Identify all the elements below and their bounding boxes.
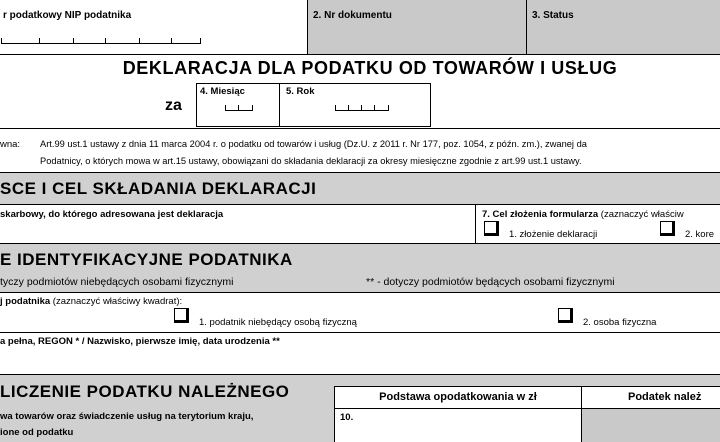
status-label: 3. Status [532,10,574,21]
section-b-band [0,243,720,293]
row-1-description-line-2: ione od podatku [0,427,74,438]
legal-basis-block [0,128,720,172]
tax-office-label: skarbowy, do którego adresowana jest deklaracja [0,209,224,220]
section-b-note-2: ** - dotyczy podmiotów będących osobami fizycznymi [366,276,615,288]
month-field[interactable] [196,83,280,127]
section-a-heading: SCE I CEL SKŁADANIA DEKLARACJI [0,179,317,198]
row-1-description [0,408,334,442]
purpose-option-1-label: 1. złożenie deklaracji [509,229,598,240]
status-field[interactable] [526,0,720,55]
taxpayer-type-label: j podatnika [0,296,51,307]
field-11-input[interactable] [581,408,720,442]
purpose-option-1-checkbox[interactable] [484,221,499,236]
taxpayer-type-field [0,293,720,333]
legal-basis-line-2: Podatnicy, o których mowa w art.15 ustawy, obowiązani do składania deklaracji za okresy miesięczne zgodnie z art.99 ust.1 ustawy. [40,156,582,166]
column-header-tax [581,386,720,408]
taxpayer-type-hint: (zaznaczyć właściwy kwadrat): [52,296,183,307]
purpose-option-2-label: 2. kore [685,229,715,240]
section-b-note-1: tyczy podmiotów niebędących osobami fizycznymi [0,276,234,288]
nip-ticks [1,39,201,44]
month-ticks [225,106,253,111]
page-title: DEKLARACJA DLA PODATKU OD TOWARÓW I USŁUG [122,58,618,78]
nip-label: r podatkowy NIP podatnika [3,10,132,21]
tax-office-field[interactable] [0,205,476,243]
taxpayer-name-label: a pełna, REGON * / Nazwisko, pierwsze imię, data urodzenia ** [0,336,280,347]
document-number-label: 2. Nr dokumentu [313,10,392,21]
taxpayer-type-1-label: 1. podatnik niebędący osobą fizyczną [199,317,357,328]
period-za-label: za [165,97,182,114]
taxpayer-type-label-row [0,296,182,307]
column-header-tax-label: Podatek należ [628,391,702,403]
taxpayer-name-field[interactable] [0,333,720,374]
section-c-heading: LICZENIE PODATKU NALEŻNEGO [0,382,290,401]
purpose-field [476,205,720,243]
column-header-base [334,386,582,408]
taxpayer-type-2-checkbox[interactable] [558,308,573,323]
taxpayer-type-1-checkbox[interactable] [174,308,189,323]
year-field[interactable] [279,83,431,127]
purpose-label: 7. Cel złożenia formularza [482,209,599,220]
purpose-label-row [482,209,684,220]
year-ticks [335,106,389,111]
legal-basis-prefix: wna: [0,139,21,150]
field-10-input[interactable] [334,408,582,442]
column-header-base-label: Podstawa opodatkowania w zł [379,391,537,403]
legal-basis-line-1: Art.99 ust.1 ustawy z dnia 11 marca 2004 r. o podatku od towarów i usług (Dz.U. z 2011 r. Nr 177, poz. 1054, z późn. zm.), zwanej da [40,139,587,149]
purpose-option-2-checkbox[interactable] [660,221,675,236]
section-b-heading: E IDENTYFIKACYJNE PODATNIKA [0,250,293,269]
field-10-label: 10. [340,412,354,423]
taxpayer-type-2-label: 2. osoba fizyczna [583,317,657,328]
month-label: 4. Miesiąc [200,86,245,97]
document-number-field[interactable] [307,0,527,55]
nip-field[interactable] [0,0,308,55]
year-label: 5. Rok [286,86,315,97]
row-1-description-line-1: wa towarów oraz świadczenie usług na terytorium kraju, [0,411,254,422]
section-a-band [0,172,720,205]
purpose-hint: (zaznaczyć właściw [600,209,684,220]
